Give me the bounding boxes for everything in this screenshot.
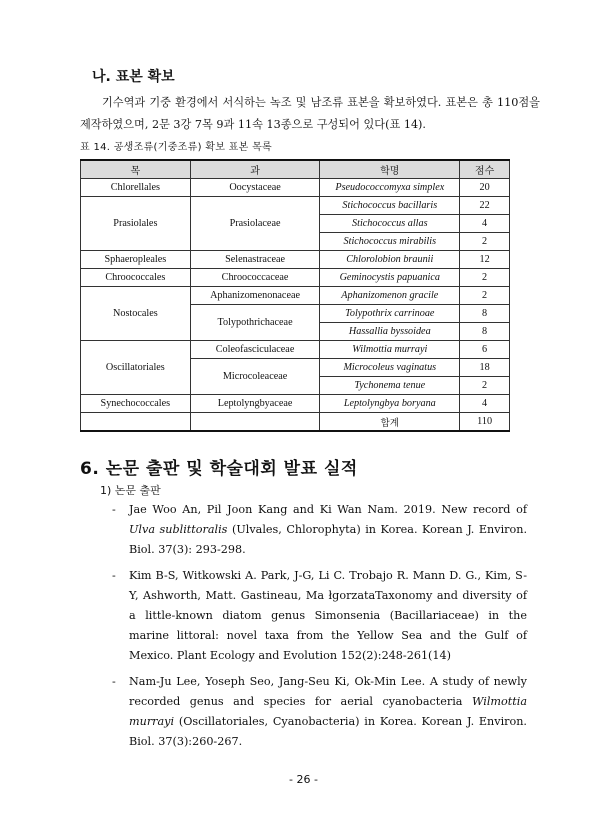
order-cell: Synechococcales bbox=[81, 395, 191, 413]
count-cell: 20 bbox=[460, 179, 510, 197]
species-cell: Microcoleus vaginatus bbox=[320, 359, 460, 377]
header-order: 목 bbox=[81, 160, 191, 179]
count-cell: 8 bbox=[460, 323, 510, 341]
family-cell: Leptolyngbyaceae bbox=[190, 395, 320, 413]
table-row bbox=[81, 341, 510, 359]
reference-item bbox=[112, 672, 527, 752]
family-cell: Tolypothrichaceae bbox=[190, 305, 320, 341]
list-heading: 1) 논문 출판 bbox=[100, 484, 161, 497]
family-cell: Aphanizomenonaceae bbox=[190, 287, 320, 305]
family-cell: Oocystaceae bbox=[190, 179, 320, 197]
table-total-row bbox=[81, 413, 510, 432]
reference-text: Kim B-S, Witkowski A. Park, J-G, Li C. Trobajo R. Mann D. G., Kim, S-Y, Ashworth, Matt. Gastineau, Ma łgorzataTaxonomy and diversity of a little-known diatom genus Simonsenia (Bacillariaceae) in the marine littoral: novel taxa from the Yellow Sea and the Gulf of Mexico. Plant Ecology and Evolution 152(2):248-261(14) bbox=[129, 569, 527, 662]
table-row bbox=[81, 197, 510, 215]
reference-text: (Oscillatoriales, Cyanobacteria) in Korea. Korean J. Environ. Biol. 37(3):260-267. bbox=[129, 715, 527, 748]
list-dash: - bbox=[112, 675, 116, 688]
order-cell: Sphaeropleales bbox=[81, 251, 191, 269]
section-sub-heading: 나. 표본 확보 bbox=[92, 69, 175, 85]
species-cell: Aphanizomenon gracile bbox=[320, 287, 460, 305]
table-row bbox=[81, 269, 510, 287]
count-cell: 6 bbox=[460, 341, 510, 359]
intro-paragraph-text: 기수역과 기중 환경에서 서식하는 녹조 및 남조류 표본을 확보하였다. 표본은 총 110점을 제작하였으며, 2문 3강 7목 9과 11속 13종으로 구성되어 있다(표 14). bbox=[80, 96, 540, 131]
count-cell: 2 bbox=[460, 377, 510, 395]
order-cell: Chlorellales bbox=[81, 179, 191, 197]
header-family: 과 bbox=[190, 160, 320, 179]
reference-species: Wilmottia murrayi bbox=[129, 695, 527, 728]
count-cell: 18 bbox=[460, 359, 510, 377]
reference-text: (Ulvales, Chlorophyta) in Korea. Korean J. Environ. Biol. 37(3): 293-298. bbox=[129, 523, 528, 556]
reference-text: Jae Woo An, Pil Joon Kang and Ki Wan Nam. 2019. New record of bbox=[129, 503, 527, 516]
count-cell: 2 bbox=[460, 269, 510, 287]
table-header-row bbox=[81, 160, 510, 179]
table-row bbox=[81, 287, 510, 305]
count-cell: 8 bbox=[460, 305, 510, 323]
reference-text: Nam-Ju Lee, Yoseph Seo, Jang-Seu Ki, Ok-Min Lee. A study of newly recorded genus and species for aerial cyanobacteria bbox=[129, 675, 527, 708]
intro-paragraph bbox=[80, 92, 540, 136]
specimen-table bbox=[80, 159, 510, 432]
species-cell: Stichococcus bacillaris bbox=[320, 197, 460, 215]
order-cell: Chroococcales bbox=[81, 269, 191, 287]
empty-cell bbox=[190, 413, 320, 432]
reference-list bbox=[112, 500, 527, 758]
count-cell: 2 bbox=[460, 233, 510, 251]
list-dash: - bbox=[112, 503, 116, 516]
family-cell: Chroococcaceae bbox=[190, 269, 320, 287]
reference-item bbox=[112, 566, 527, 666]
species-cell: Chlorolobion braunii bbox=[320, 251, 460, 269]
count-cell: 4 bbox=[460, 395, 510, 413]
species-cell: Hassallia byssoidea bbox=[320, 323, 460, 341]
header-species: 학명 bbox=[320, 160, 460, 179]
table-row bbox=[81, 395, 510, 413]
species-cell: Pseudococcomyxa simplex bbox=[320, 179, 460, 197]
order-cell: Prasiolales bbox=[81, 197, 191, 251]
table-row bbox=[81, 251, 510, 269]
section-main-heading: 6. 논문 출판 및 학술대회 발표 실적 bbox=[80, 459, 358, 479]
family-cell: Selenastraceae bbox=[190, 251, 320, 269]
family-cell: Prasiolaceae bbox=[190, 197, 320, 251]
header-count: 점수 bbox=[460, 160, 510, 179]
order-cell: Oscillatoriales bbox=[81, 341, 191, 395]
reference-item bbox=[112, 500, 527, 560]
order-cell: Nostocales bbox=[81, 287, 191, 341]
species-cell: Stichococcus allas bbox=[320, 215, 460, 233]
family-cell: Coleofasciculaceae bbox=[190, 341, 320, 359]
total-label: 합계 bbox=[320, 413, 460, 432]
species-cell: Tolypothrix carrinoae bbox=[320, 305, 460, 323]
species-cell: Leptolyngbya boryana bbox=[320, 395, 460, 413]
species-cell: Tychonema tenue bbox=[320, 377, 460, 395]
reference-species: Ulva sublittoralis bbox=[129, 523, 228, 536]
species-cell: Stichococcus mirabilis bbox=[320, 233, 460, 251]
table-row bbox=[81, 179, 510, 197]
family-cell: Microcoleaceae bbox=[190, 359, 320, 395]
empty-cell bbox=[81, 413, 191, 432]
list-dash: - bbox=[112, 569, 116, 582]
species-cell: Geminocystis papuanica bbox=[320, 269, 460, 287]
count-cell: 2 bbox=[460, 287, 510, 305]
total-value: 110 bbox=[460, 413, 510, 432]
count-cell: 22 bbox=[460, 197, 510, 215]
table-caption: 표 14. 공생조류(기중조류) 확보 표본 목록 bbox=[80, 142, 272, 153]
species-cell: Wilmottia murrayi bbox=[320, 341, 460, 359]
count-cell: 4 bbox=[460, 215, 510, 233]
count-cell: 12 bbox=[460, 251, 510, 269]
page-number: - 26 - bbox=[289, 773, 318, 786]
